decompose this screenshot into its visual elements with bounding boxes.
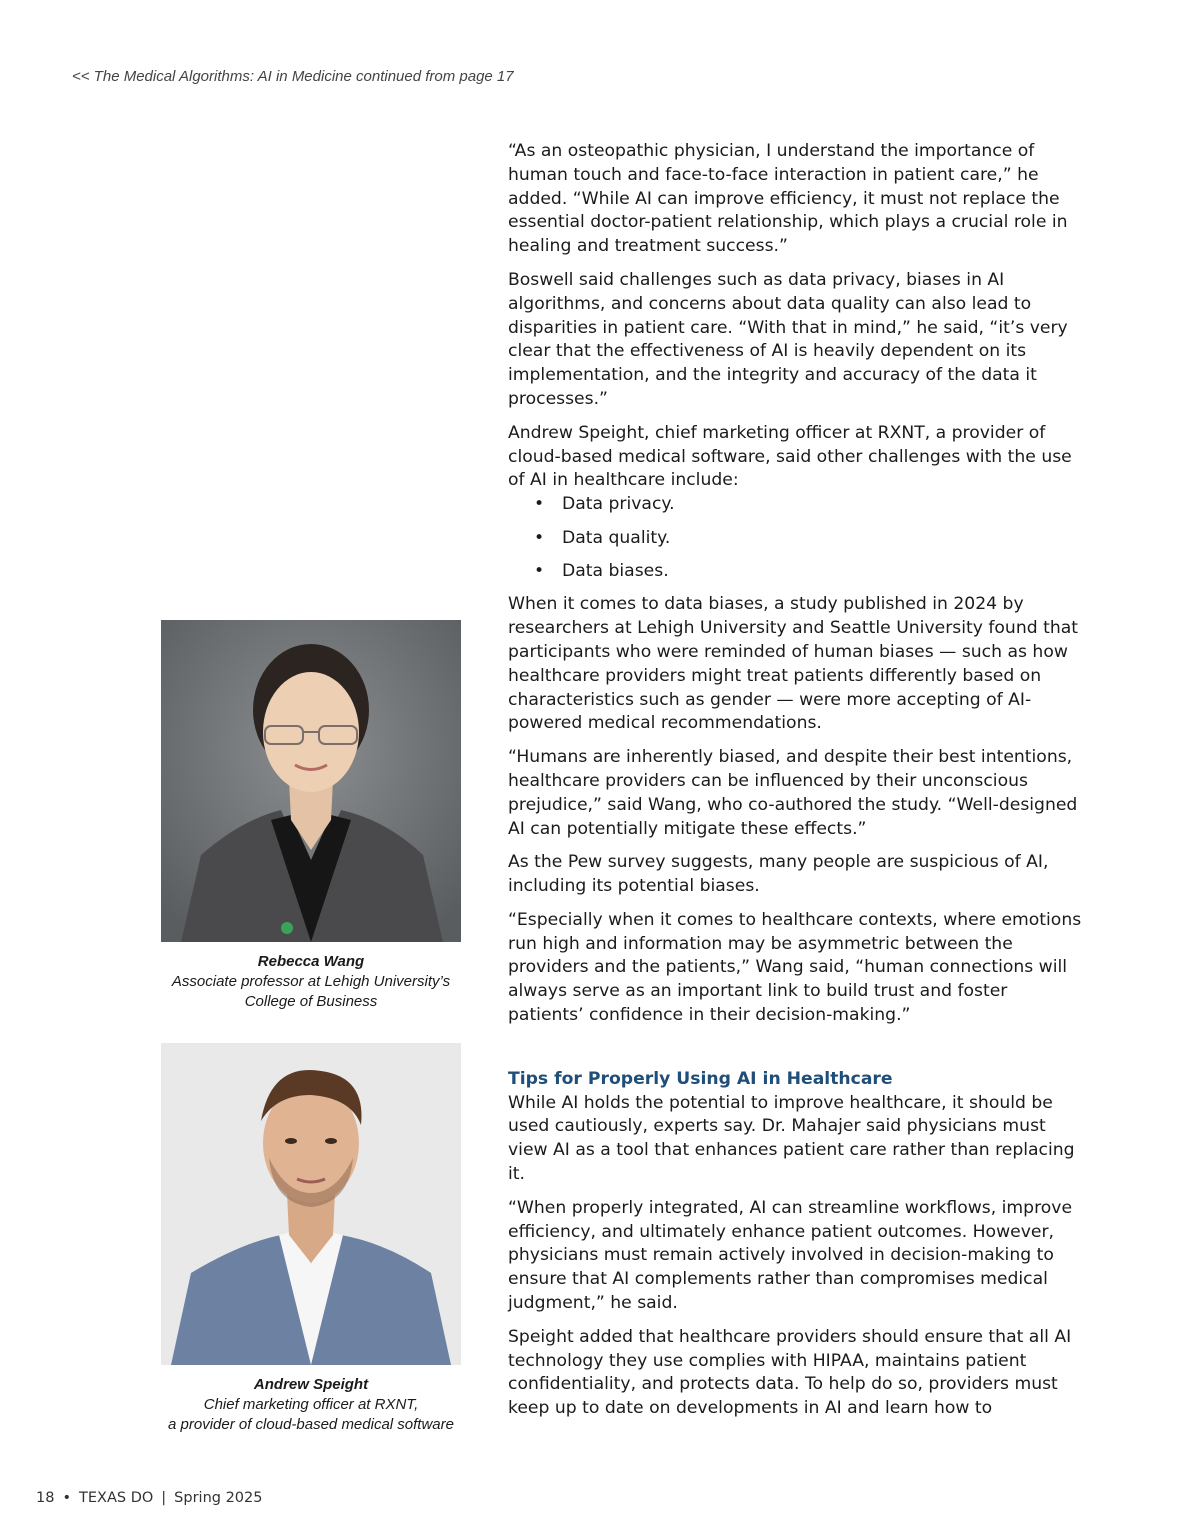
caption-title-line: Chief marketing officer at RXNT, xyxy=(203,1396,419,1413)
paragraph: “Humans are inherently biased, and despite their best intentions, healthcare providers can be influenced by their unconscious prejudice,” said Wang, who co-authored the study. “Well-designed AI can potentially mitigate these effects.” xyxy=(508,747,1078,839)
paragraph: “When properly integrated, AI can streamline workflows, improve efficiency, and ultimately enhance patient outcomes. However, physicians must remain actively involved in decision-making to ensure that AI complements rather than compromises medical judgment,” he said. xyxy=(508,1197,1073,1314)
continued-from-note: << The Medical Algorithms: AI in Medicine continued from page 17 xyxy=(72,68,514,85)
caption-title-line: Associate professor at Lehigh University’s xyxy=(171,973,451,990)
paragraph: “Especially when it comes to healthcare contexts, where emotions run high and information may be asymmetric between the providers and the patients,” Wang said, “human connections will always serve as an important link to build trust and foster patients’ confidence in their decision-making.” xyxy=(508,909,1082,1026)
page-footer xyxy=(36,1490,262,1506)
challenges-list xyxy=(508,493,1083,584)
section-subheading: Tips for Properly Using AI in Healthcare xyxy=(508,1068,893,1089)
paragraph: Andrew Speight, chief marketing officer at RXNT, a provider of cloud-based medical software, said other challenges with the use of AI in healthcare include: xyxy=(508,422,1072,491)
paragraph: When it comes to data biases, a study published in 2024 by researchers at Lehigh University and Seattle University found that participants who were reminded of human biases — such as how healthcare providers might treat patients differently based on characteristics such as gender — were more accepting of AI-powered medical recommendations. xyxy=(508,594,1078,734)
issue-date: Spring 2025 xyxy=(174,1490,263,1506)
footer-bullet: • xyxy=(62,1490,72,1506)
page-number: 18 xyxy=(36,1490,55,1506)
caption-name: Rebecca Wang xyxy=(257,953,365,970)
paragraph: “As an osteopathic physician, I understand the importance of human touch and face-to-face interaction in patient care,” he added. “While AI can improve efficiency, it must not replace the essential doctor-patient relationship, which plays a crucial role in healing and treatment success.” xyxy=(508,141,1068,257)
caption-title-line: a provider of cloud-based medical software xyxy=(168,1416,454,1433)
list-item: • Data privacy. xyxy=(534,493,1083,517)
paragraph: While AI holds the potential to improve healthcare, it should be used cautiously, experts say. Dr. Mahajer said physicians must view AI as a tool that enhances patient care rather than replacing it. xyxy=(508,1092,1075,1185)
footer-divider: | xyxy=(161,1490,167,1506)
rebecca-wang-caption xyxy=(140,952,482,1012)
publication-name: TEXAS DO xyxy=(79,1490,154,1506)
andrew-speight-photo xyxy=(161,1043,461,1365)
list-item: • Data quality. xyxy=(534,527,1083,551)
paragraph: As the Pew survey suggests, many people are suspicious of AI, including its potential biases. xyxy=(508,852,1049,897)
caption-title-line: College of Business xyxy=(244,993,378,1010)
article-body xyxy=(508,140,1083,1431)
rebecca-wang-photo xyxy=(161,620,461,942)
list-item: • Data biases. xyxy=(534,560,1083,584)
paragraph: Speight added that healthcare providers should ensure that all AI technology they use complies with HIPAA, maintains patient confidentiality, and protects data. To help do so, providers must keep up to date on developments in AI and learn how to xyxy=(508,1326,1072,1419)
paragraph: Boswell said challenges such as data privacy, biases in AI algorithms, and concerns about data quality can also lead to disparities in patient care. “With that in mind,” he said, “it’s very clear that the effectiveness of AI is heavily dependent on its implementation, and the integrity and accuracy of the data it processes.” xyxy=(508,269,1068,409)
andrew-speight-caption xyxy=(140,1375,482,1435)
caption-name: Andrew Speight xyxy=(253,1376,369,1393)
